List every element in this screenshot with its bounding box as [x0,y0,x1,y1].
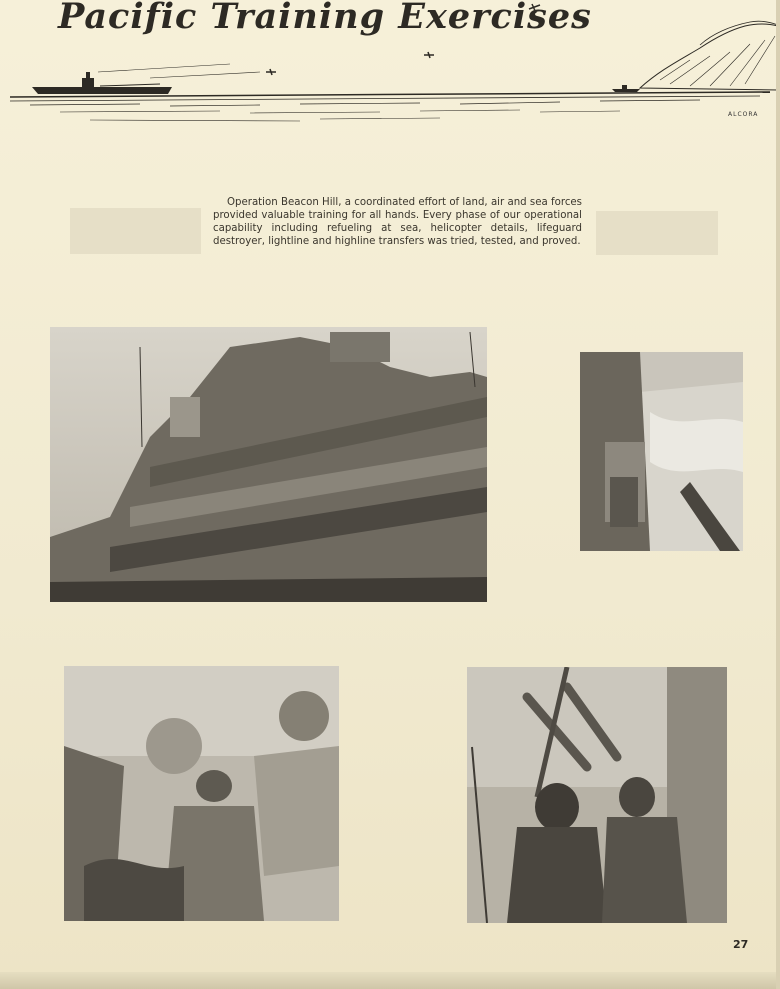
artist-signature: ALCORA [728,111,759,118]
caption-block-left [70,208,201,254]
page-right-edge [776,0,780,989]
plane-icon [424,52,434,58]
photo-bridge-crew [64,666,339,921]
page-title: Pacific Training Exercises [58,0,592,37]
page-number: 27 [733,938,749,951]
carrier-silhouette [32,72,172,94]
photo-gun-crew [467,667,727,923]
photo-heavy-seas [580,352,743,551]
caption-block-right [596,211,718,255]
intro-paragraph: Operation Beacon Hill, a coordinated effort of land, air and sea forces provided valuable training for all hands. Every phase of our operational capability including refueling at sea, helicopter details, lifeguard destroyer, lightline and highline transfers was tried, tested, and proved. [213,197,582,247]
page-bottom-edge [0,972,780,989]
small-ship-silhouette [612,85,640,92]
plane-icon [266,69,276,75]
island-silhouette [640,21,778,90]
photo-carrier-island [50,327,487,602]
